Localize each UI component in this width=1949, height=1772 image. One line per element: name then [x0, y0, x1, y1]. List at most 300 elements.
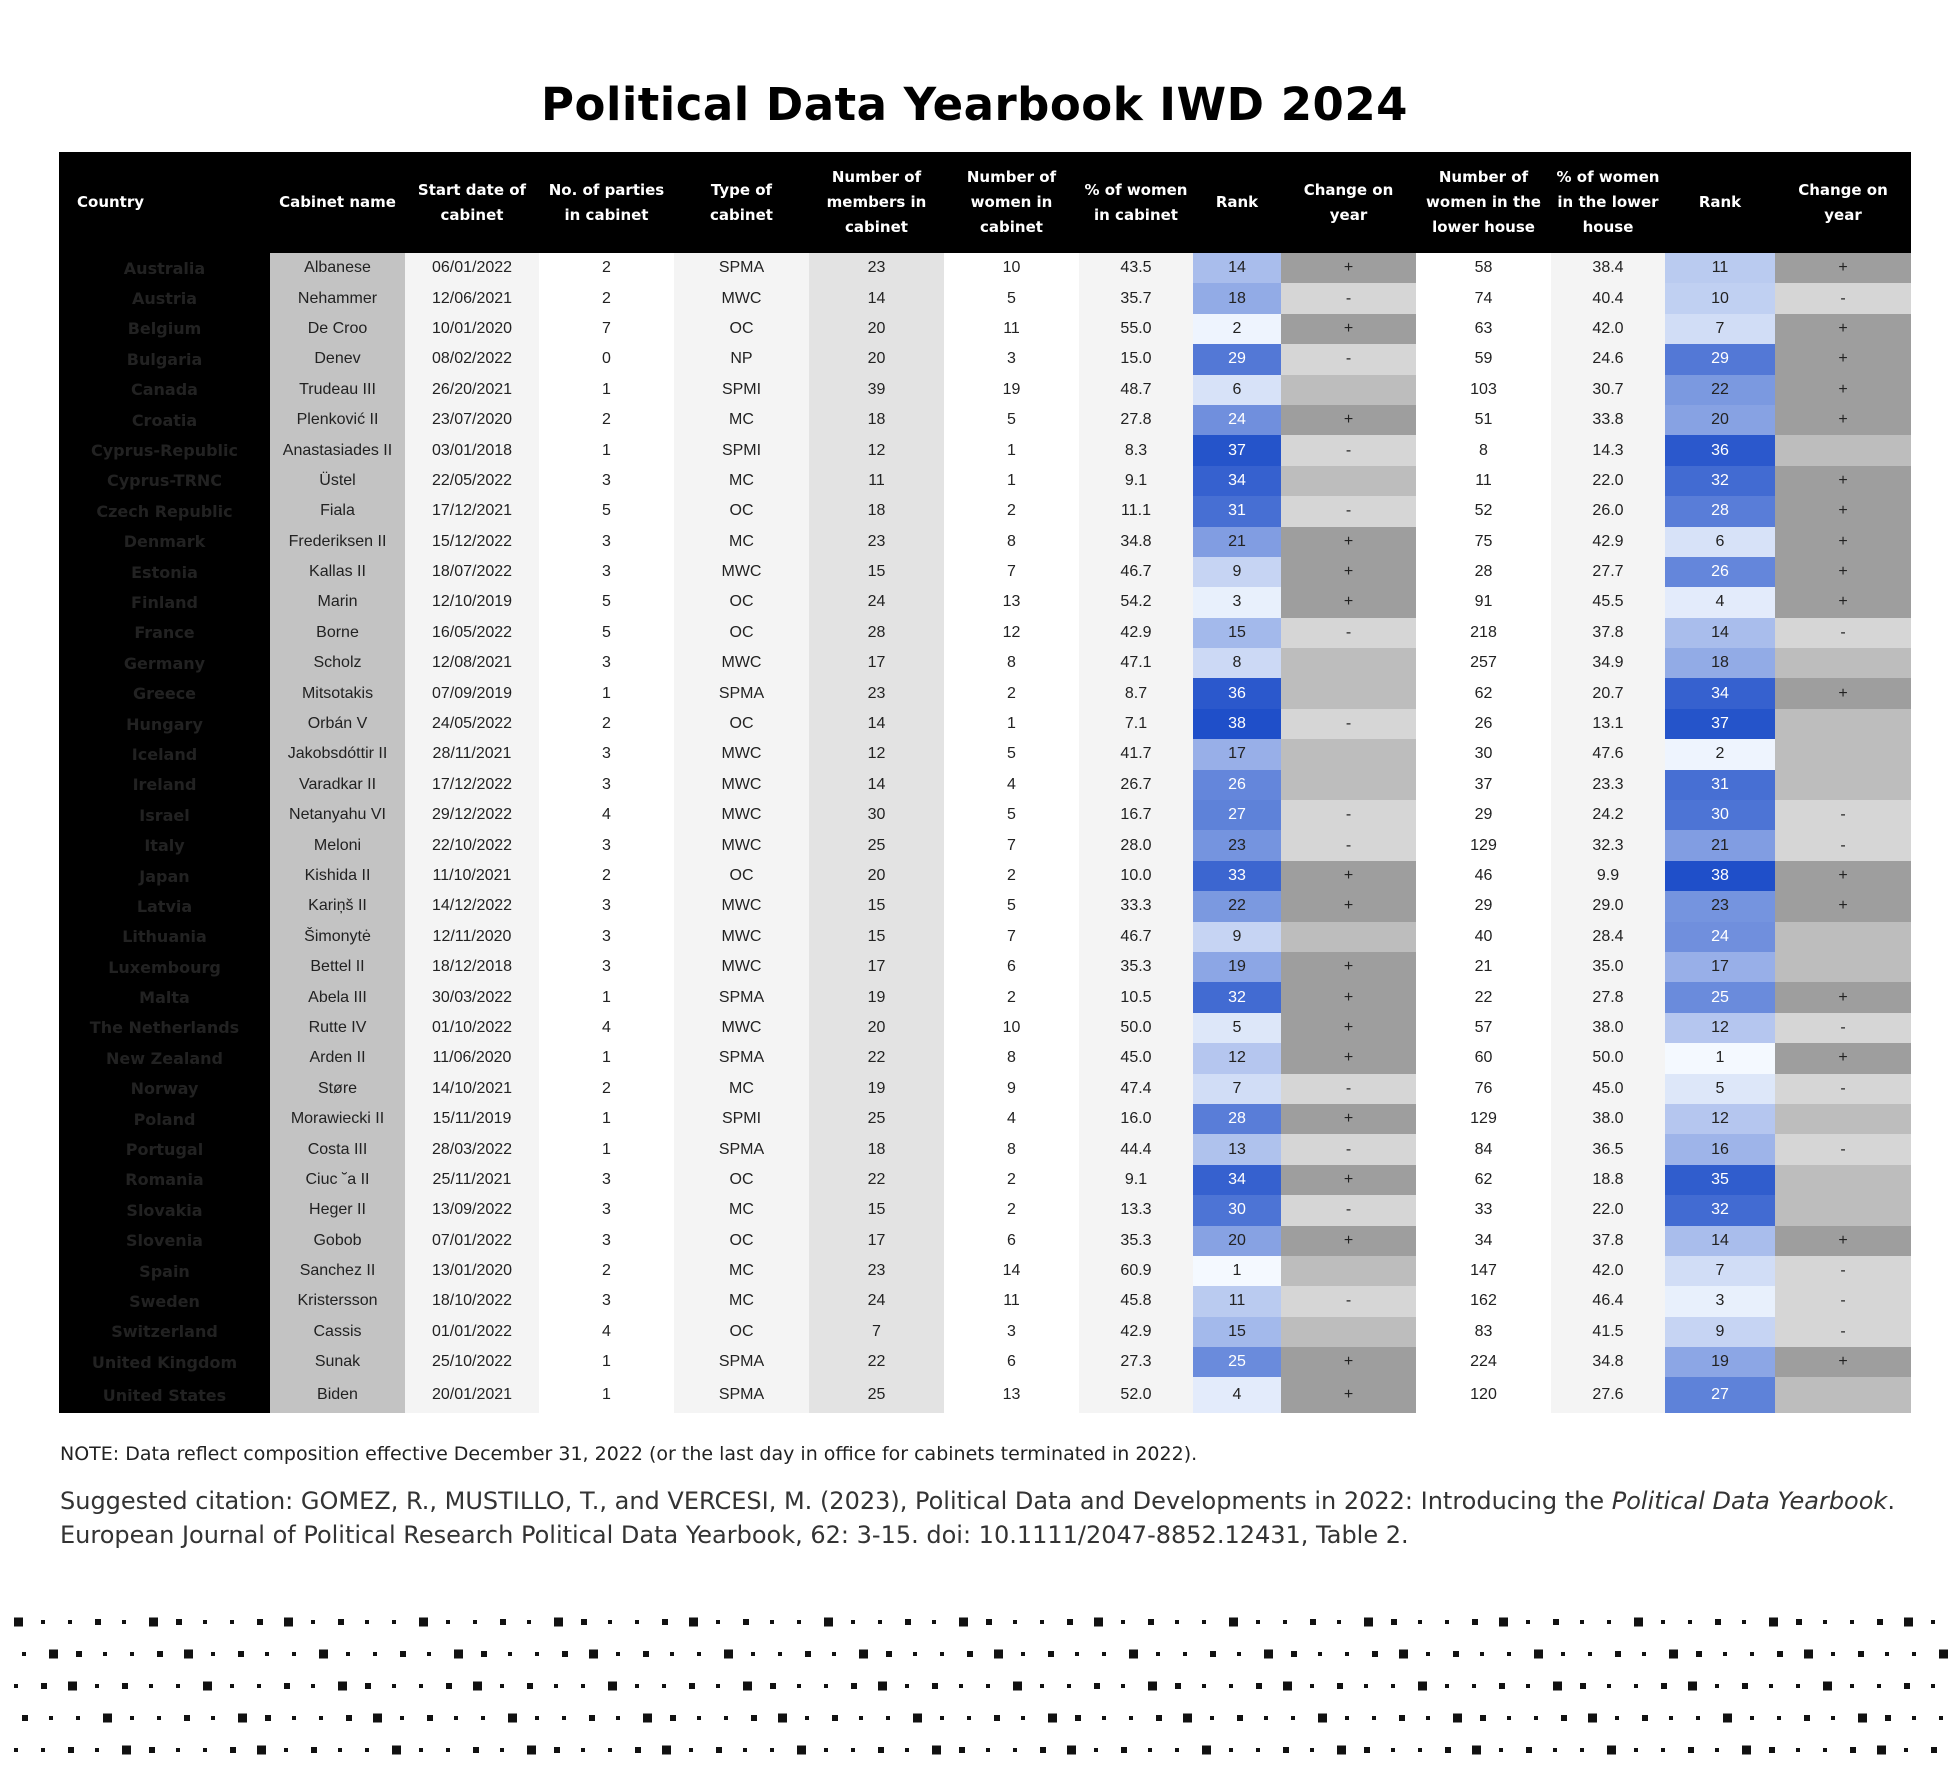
- cell-parties: 1: [539, 1134, 674, 1164]
- decorative-dot: [1607, 1684, 1611, 1688]
- cell-women-cabinet: 7: [944, 922, 1079, 952]
- decorative-dot: [1094, 1683, 1100, 1689]
- decorative-dot: [697, 1716, 701, 1720]
- cell-parties: 2: [539, 283, 674, 313]
- cell-pct-women-cabinet: 16.0: [1079, 1104, 1193, 1134]
- decorative-dot: [1850, 1684, 1854, 1688]
- decorative-dot: [95, 1684, 99, 1688]
- cell-change-cabinet: [1281, 770, 1416, 800]
- decorative-dot: [1202, 1746, 1211, 1755]
- cell-women-lower-house: 91: [1416, 587, 1551, 617]
- cell-rank-cabinet: 30: [1193, 1195, 1281, 1225]
- decorative-dot: [1939, 1650, 1948, 1659]
- cell-cabinet-name: Bettel II: [270, 952, 405, 982]
- decorative-dot: [1102, 1652, 1106, 1656]
- decorative-dot: [1391, 1684, 1395, 1688]
- cell-change-lower-house: [1775, 1195, 1911, 1225]
- cell-country: Portugal: [59, 1134, 270, 1164]
- cell-women-lower-house: 30: [1416, 739, 1551, 769]
- decorative-dot: [878, 1620, 882, 1624]
- cell-cabinet-name: Mitsotakis: [270, 678, 405, 708]
- cell-parties: 4: [539, 1317, 674, 1347]
- decorative-dot: [527, 1746, 536, 1755]
- decorative-dot: [851, 1748, 855, 1752]
- decorative-dot: [1364, 1618, 1373, 1627]
- table-row: [59, 1134, 1911, 1164]
- decorative-dot: [41, 1620, 45, 1624]
- cell-members: 22: [809, 1165, 944, 1195]
- cell-cabinet-type: OC: [674, 314, 809, 344]
- decorative-dot: [41, 1748, 45, 1752]
- decorative-dot: [1661, 1683, 1667, 1689]
- decorative-dot: [1156, 1652, 1160, 1656]
- decorative-dot: [265, 1652, 269, 1656]
- cell-rank-cabinet: 6: [1193, 375, 1281, 405]
- cell-pct-women-lower-house: 27.8: [1551, 982, 1665, 1012]
- cell-pct-women-cabinet: 46.7: [1079, 557, 1193, 587]
- cell-women-cabinet: 3: [944, 1317, 1079, 1347]
- decorative-dot: [257, 1746, 266, 1755]
- decorative-dot: [365, 1748, 369, 1752]
- cell-rank-cabinet: 20: [1193, 1226, 1281, 1256]
- decorative-dot: [1526, 1620, 1530, 1624]
- citation-line2: European Journal of Political Research Political Data Yearbook, 62: 3-15. doi: 10.1111/2047-8852.12431, Table 2.: [60, 1521, 1409, 1549]
- decorative-dot: [1121, 1684, 1125, 1688]
- decorative-dot: [473, 1747, 479, 1753]
- cell-members: 18: [809, 1134, 944, 1164]
- header-parties: No. of parties in cabinet: [539, 152, 674, 253]
- decorative-dot: [1769, 1684, 1773, 1688]
- cell-change-lower-house: [1775, 1377, 1911, 1413]
- decorative-dot: [851, 1620, 855, 1624]
- decorative-dot: [932, 1620, 936, 1624]
- cell-start-date: 01/10/2022: [405, 1013, 539, 1043]
- decorative-dot: [176, 1748, 180, 1752]
- decorative-dot: [1210, 1716, 1214, 1720]
- decorative-dot: [859, 1716, 863, 1720]
- cell-women-lower-house: 74: [1416, 283, 1551, 313]
- cell-members: 20: [809, 314, 944, 344]
- cell-change-lower-house: +: [1775, 314, 1911, 344]
- cell-change-cabinet: +: [1281, 1104, 1416, 1134]
- decorative-dot: [1850, 1747, 1856, 1753]
- decorative-dot: [1291, 1651, 1297, 1657]
- cell-change-cabinet: +: [1281, 1043, 1416, 1073]
- decorative-dot: [778, 1714, 787, 1723]
- cell-parties: 3: [539, 891, 674, 921]
- decorative-dot: [338, 1682, 347, 1691]
- decorative-dot: [1499, 1618, 1508, 1627]
- decorative-dot: [1607, 1620, 1611, 1624]
- cell-cabinet-type: MC: [674, 527, 809, 557]
- decorative-dot: [905, 1619, 911, 1625]
- decorative-dot: [14, 1618, 23, 1627]
- cell-parties: 2: [539, 1256, 674, 1286]
- decorative-dot: [122, 1683, 128, 1689]
- cell-change-cabinet: +: [1281, 1226, 1416, 1256]
- decorative-dot: [1688, 1747, 1694, 1753]
- decorative-dot: [635, 1747, 641, 1753]
- cell-cabinet-name: Gobob: [270, 1226, 405, 1256]
- cell-cabinet-name: Kallas II: [270, 557, 405, 587]
- cell-pct-women-lower-house: 46.4: [1551, 1286, 1665, 1316]
- table-row: [59, 1256, 1911, 1286]
- cell-women-cabinet: 1: [944, 435, 1079, 465]
- cell-parties: 5: [539, 618, 674, 648]
- decorative-dot: [1040, 1620, 1044, 1624]
- cell-country: Israel: [59, 800, 270, 830]
- decorative-dot: [1210, 1651, 1216, 1657]
- cell-rank-cabinet: 8: [1193, 648, 1281, 678]
- decorative-dot: [535, 1652, 539, 1656]
- header-rank-cabinet: Rank: [1193, 152, 1281, 253]
- cell-rank-cabinet: 38: [1193, 709, 1281, 739]
- cell-pct-women-cabinet: 41.7: [1079, 739, 1193, 769]
- decorative-dot: [805, 1716, 809, 1720]
- cell-cabinet-name: Kariņš II: [270, 891, 405, 921]
- cell-start-date: 13/09/2022: [405, 1195, 539, 1225]
- cell-change-lower-house: [1775, 952, 1911, 982]
- cell-change-cabinet: [1281, 739, 1416, 769]
- decorative-dot: [751, 1715, 757, 1721]
- cell-cabinet-type: OC: [674, 709, 809, 739]
- cell-parties: 3: [539, 952, 674, 982]
- decorative-dot: [1615, 1651, 1621, 1657]
- cell-members: 14: [809, 770, 944, 800]
- decorative-dot: [1318, 1652, 1322, 1656]
- decorative-dot: [1048, 1651, 1054, 1657]
- cell-members: 28: [809, 618, 944, 648]
- decorative-dot: [589, 1715, 595, 1721]
- cell-members: 20: [809, 344, 944, 374]
- cell-parties: 1: [539, 375, 674, 405]
- cell-members: 11: [809, 466, 944, 496]
- cell-rank-lower-house: 22: [1665, 375, 1775, 405]
- decorative-dot: [103, 1714, 112, 1723]
- cell-start-date: 18/07/2022: [405, 557, 539, 587]
- decorative-dot: [1399, 1650, 1408, 1659]
- cell-cabinet-name: Morawiecki II: [270, 1104, 405, 1134]
- cell-change-cabinet: -: [1281, 830, 1416, 860]
- cell-members: 23: [809, 253, 944, 283]
- decorative-dot: [1796, 1684, 1800, 1688]
- cell-women-lower-house: 76: [1416, 1074, 1551, 1104]
- decorative-dot: [616, 1652, 620, 1656]
- cell-rank-cabinet: 1: [1193, 1256, 1281, 1286]
- cell-rank-cabinet: 23: [1193, 830, 1281, 860]
- cell-pct-women-lower-house: 37.8: [1551, 1226, 1665, 1256]
- table-row: [59, 557, 1911, 587]
- cell-pct-women-lower-house: 42.9: [1551, 527, 1665, 557]
- cell-country: Ireland: [59, 770, 270, 800]
- cell-country: Belgium: [59, 314, 270, 344]
- cell-cabinet-type: OC: [674, 587, 809, 617]
- cell-change-lower-house: +: [1775, 496, 1911, 526]
- decorative-dot: [1580, 1620, 1584, 1624]
- cell-cabinet-name: Sunak: [270, 1347, 405, 1377]
- decorative-dot: [662, 1619, 668, 1625]
- cell-country: Cyprus-Republic: [59, 435, 270, 465]
- cell-country: Austria: [59, 283, 270, 313]
- decorative-dot: [76, 1651, 82, 1657]
- cell-cabinet-name: Varadkar II: [270, 770, 405, 800]
- cell-rank-lower-house: 10: [1665, 283, 1775, 313]
- cell-cabinet-type: SPMI: [674, 435, 809, 465]
- decorative-dot: [481, 1716, 485, 1720]
- cell-women-cabinet: 7: [944, 557, 1079, 587]
- decorative-dot: [284, 1683, 290, 1689]
- cell-change-lower-house: [1775, 648, 1911, 678]
- cell-country: Germany: [59, 648, 270, 678]
- cell-women-cabinet: 8: [944, 1043, 1079, 1073]
- decorative-dot: [1121, 1747, 1127, 1753]
- cell-members: 14: [809, 709, 944, 739]
- cell-change-lower-house: [1775, 1104, 1911, 1134]
- cell-pct-women-cabinet: 46.7: [1079, 922, 1193, 952]
- decorative-dot: [662, 1746, 671, 1755]
- cell-rank-lower-house: 23: [1665, 891, 1775, 921]
- decorative-dot: [473, 1620, 477, 1624]
- decorative-dot: [157, 1716, 161, 1720]
- cell-cabinet-type: OC: [674, 1317, 809, 1347]
- decorative-dot: [203, 1748, 207, 1752]
- cell-rank-lower-house: 34: [1665, 678, 1775, 708]
- decorative-dot: [1588, 1714, 1597, 1723]
- cell-start-date: 14/12/2022: [405, 891, 539, 921]
- decorative-dot: [284, 1618, 293, 1627]
- decorative-dot: [1634, 1748, 1638, 1752]
- decorative-dot: [265, 1715, 271, 1721]
- cell-women-lower-house: 57: [1416, 1013, 1551, 1043]
- cell-parties: 5: [539, 587, 674, 617]
- cell-women-lower-house: 120: [1416, 1377, 1551, 1413]
- decorative-dot: [230, 1620, 234, 1624]
- decorative-dot: [994, 1650, 1003, 1659]
- cell-members: 25: [809, 830, 944, 860]
- decorative-dot: [743, 1682, 752, 1691]
- decorative-dot: [184, 1650, 193, 1659]
- cell-rank-lower-house: 26: [1665, 557, 1775, 587]
- decorative-dot: [14, 1684, 18, 1688]
- cell-women-lower-house: 29: [1416, 891, 1551, 921]
- decorative-dot: [454, 1716, 458, 1720]
- cell-country: Finland: [59, 587, 270, 617]
- cell-pct-women-cabinet: 10.5: [1079, 982, 1193, 1012]
- cell-cabinet-name: Kristersson: [270, 1286, 405, 1316]
- cell-change-lower-house: [1775, 739, 1911, 769]
- cell-rank-cabinet: 15: [1193, 1317, 1281, 1347]
- decorative-dot: [878, 1747, 884, 1753]
- cell-women-cabinet: 2: [944, 496, 1079, 526]
- cell-parties: 3: [539, 557, 674, 587]
- cell-change-lower-house: -: [1775, 1074, 1911, 1104]
- decorative-dot: [778, 1652, 782, 1656]
- decorative-dot: [967, 1716, 971, 1720]
- cell-rank-lower-house: 21: [1665, 830, 1775, 860]
- cell-members: 15: [809, 922, 944, 952]
- cell-cabinet-type: SPMA: [674, 982, 809, 1012]
- cell-pct-women-lower-house: 38.0: [1551, 1104, 1665, 1134]
- decorative-dot: [1750, 1652, 1754, 1656]
- decorative-dot: [230, 1747, 236, 1753]
- cell-rank-lower-house: 32: [1665, 466, 1775, 496]
- cell-cabinet-type: SPMA: [674, 1043, 809, 1073]
- cell-change-cabinet: [1281, 922, 1416, 952]
- cell-pct-women-lower-house: 34.8: [1551, 1347, 1665, 1377]
- decorative-dot: [1345, 1652, 1349, 1656]
- cell-pct-women-lower-house: 20.7: [1551, 678, 1665, 708]
- decorative-dot: [1931, 1620, 1935, 1624]
- cell-rank-cabinet: 26: [1193, 770, 1281, 800]
- cell-rank-cabinet: 24: [1193, 405, 1281, 435]
- table-row: [59, 1013, 1911, 1043]
- cell-change-cabinet: -: [1281, 1286, 1416, 1316]
- cell-cabinet-type: MWC: [674, 770, 809, 800]
- header-start-date: Start date of cabinet: [405, 152, 539, 253]
- decorative-dot: [1237, 1715, 1243, 1721]
- decorative-dot: [1885, 1652, 1889, 1656]
- cell-pct-women-lower-house: 34.9: [1551, 648, 1665, 678]
- decorative-dot: [1777, 1651, 1783, 1657]
- cell-change-cabinet: +: [1281, 1165, 1416, 1195]
- cell-rank-cabinet: 9: [1193, 922, 1281, 952]
- decorative-dot: [419, 1748, 423, 1752]
- decorative-dot: [986, 1748, 990, 1752]
- header-pct-women-lower-house: % of women in the lower house: [1551, 152, 1665, 253]
- cell-pct-women-cabinet: 54.2: [1079, 587, 1193, 617]
- cell-country: Latvia: [59, 891, 270, 921]
- cell-change-cabinet: +: [1281, 527, 1416, 557]
- cell-rank-lower-house: 35: [1665, 1165, 1775, 1195]
- cell-parties: 3: [539, 739, 674, 769]
- cell-change-lower-house: [1775, 922, 1911, 952]
- cell-cabinet-name: Heger II: [270, 1195, 405, 1225]
- cell-rank-lower-house: 17: [1665, 952, 1775, 982]
- decorative-dot: [68, 1747, 74, 1753]
- cell-cabinet-type: SPMA: [674, 1377, 809, 1413]
- decorative-dot: [905, 1684, 909, 1688]
- decorative-dot: [257, 1684, 261, 1688]
- decorative-dot: [743, 1619, 749, 1625]
- decorative-dot: [1750, 1716, 1754, 1720]
- decorative-dot: [1453, 1714, 1462, 1723]
- table-row: [59, 253, 1911, 283]
- cell-women-cabinet: 9: [944, 1074, 1079, 1104]
- decorative-dot: [95, 1619, 101, 1625]
- cell-pct-women-cabinet: 45.8: [1079, 1286, 1193, 1316]
- cell-country: Slovakia: [59, 1195, 270, 1225]
- cell-pct-women-cabinet: 52.0: [1079, 1377, 1193, 1413]
- table-row: [59, 770, 1911, 800]
- decorative-dot: [1580, 1683, 1586, 1689]
- decorative-dot: [905, 1748, 909, 1752]
- decorative-dot: [1337, 1746, 1346, 1755]
- table-row: [59, 1195, 1911, 1225]
- cell-women-cabinet: 2: [944, 678, 1079, 708]
- cell-cabinet-type: MWC: [674, 557, 809, 587]
- cell-parties: 3: [539, 466, 674, 496]
- cell-rank-lower-house: 29: [1665, 344, 1775, 374]
- table-row: [59, 435, 1911, 465]
- cell-pct-women-cabinet: 45.0: [1079, 1043, 1193, 1073]
- cell-cabinet-name: Frederiksen II: [270, 527, 405, 557]
- decorative-dot: [940, 1652, 944, 1656]
- cell-rank-cabinet: 7: [1193, 1074, 1281, 1104]
- decorative-dot: [608, 1682, 617, 1691]
- citation-italic: Political Data Yearbook: [1611, 1487, 1888, 1515]
- decorative-dot: [1472, 1684, 1476, 1688]
- cell-pct-women-lower-house: 14.3: [1551, 435, 1665, 465]
- decorative-dot: [1723, 1652, 1727, 1656]
- decorative-dot: [1183, 1714, 1192, 1723]
- cell-pct-women-lower-house: 37.8: [1551, 618, 1665, 648]
- cell-parties: 3: [539, 770, 674, 800]
- cell-women-cabinet: 13: [944, 587, 1079, 617]
- cell-cabinet-name: Støre: [270, 1074, 405, 1104]
- cell-cabinet-name: Costa III: [270, 1134, 405, 1164]
- table-row: [59, 952, 1911, 982]
- decorative-dot: [1912, 1652, 1916, 1656]
- cell-start-date: 17/12/2021: [405, 496, 539, 526]
- decorative-dot: [1445, 1620, 1449, 1624]
- decorative-dot: [635, 1684, 639, 1688]
- header-pct-women-cabinet: % of women in cabinet: [1079, 152, 1193, 253]
- cell-pct-women-cabinet: 15.0: [1079, 344, 1193, 374]
- decorative-dot: [770, 1748, 774, 1752]
- cell-women-lower-house: 22: [1416, 982, 1551, 1012]
- decorative-dot: [1472, 1746, 1481, 1755]
- decorative-dot: [886, 1651, 892, 1657]
- cell-rank-cabinet: 18: [1193, 283, 1281, 313]
- cell-women-cabinet: 8: [944, 527, 1079, 557]
- cell-country: Italy: [59, 830, 270, 860]
- decorative-dot: [1094, 1748, 1098, 1752]
- cell-start-date: 25/11/2021: [405, 1165, 539, 1195]
- cell-change-cabinet: -: [1281, 496, 1416, 526]
- decorative-dot: [986, 1619, 992, 1625]
- cell-cabinet-type: SPMA: [674, 1347, 809, 1377]
- cell-cabinet-type: SPMA: [674, 678, 809, 708]
- decorative-dot: [1229, 1748, 1233, 1752]
- cell-parties: 3: [539, 648, 674, 678]
- cell-change-lower-house: [1775, 709, 1911, 739]
- decorative-dot: [130, 1652, 134, 1656]
- cell-parties: 5: [539, 496, 674, 526]
- cell-parties: 1: [539, 982, 674, 1012]
- decorative-dot: [724, 1650, 733, 1659]
- decorative-dot: [1769, 1747, 1775, 1753]
- cell-cabinet-type: MC: [674, 405, 809, 435]
- cell-parties: 2: [539, 861, 674, 891]
- cell-rank-cabinet: 34: [1193, 1165, 1281, 1195]
- cell-rank-cabinet: 37: [1193, 435, 1281, 465]
- cell-change-cabinet: +: [1281, 1347, 1416, 1377]
- decorative-dot: [400, 1716, 404, 1720]
- cell-parties: 3: [539, 527, 674, 557]
- cell-cabinet-type: MWC: [674, 830, 809, 860]
- decorative-dot: [770, 1683, 776, 1689]
- decorative-dot: [608, 1620, 612, 1624]
- cell-members: 14: [809, 283, 944, 313]
- cell-women-lower-house: 84: [1416, 1134, 1551, 1164]
- decorative-dot: [1067, 1746, 1076, 1755]
- cell-change-cabinet: [1281, 678, 1416, 708]
- cell-pct-women-lower-house: 45.0: [1551, 1074, 1665, 1104]
- decorative-dot: [635, 1620, 639, 1624]
- cell-women-cabinet: 14: [944, 1256, 1079, 1286]
- decorative-dot: [1499, 1748, 1503, 1752]
- decorative-dot: [1067, 1684, 1071, 1688]
